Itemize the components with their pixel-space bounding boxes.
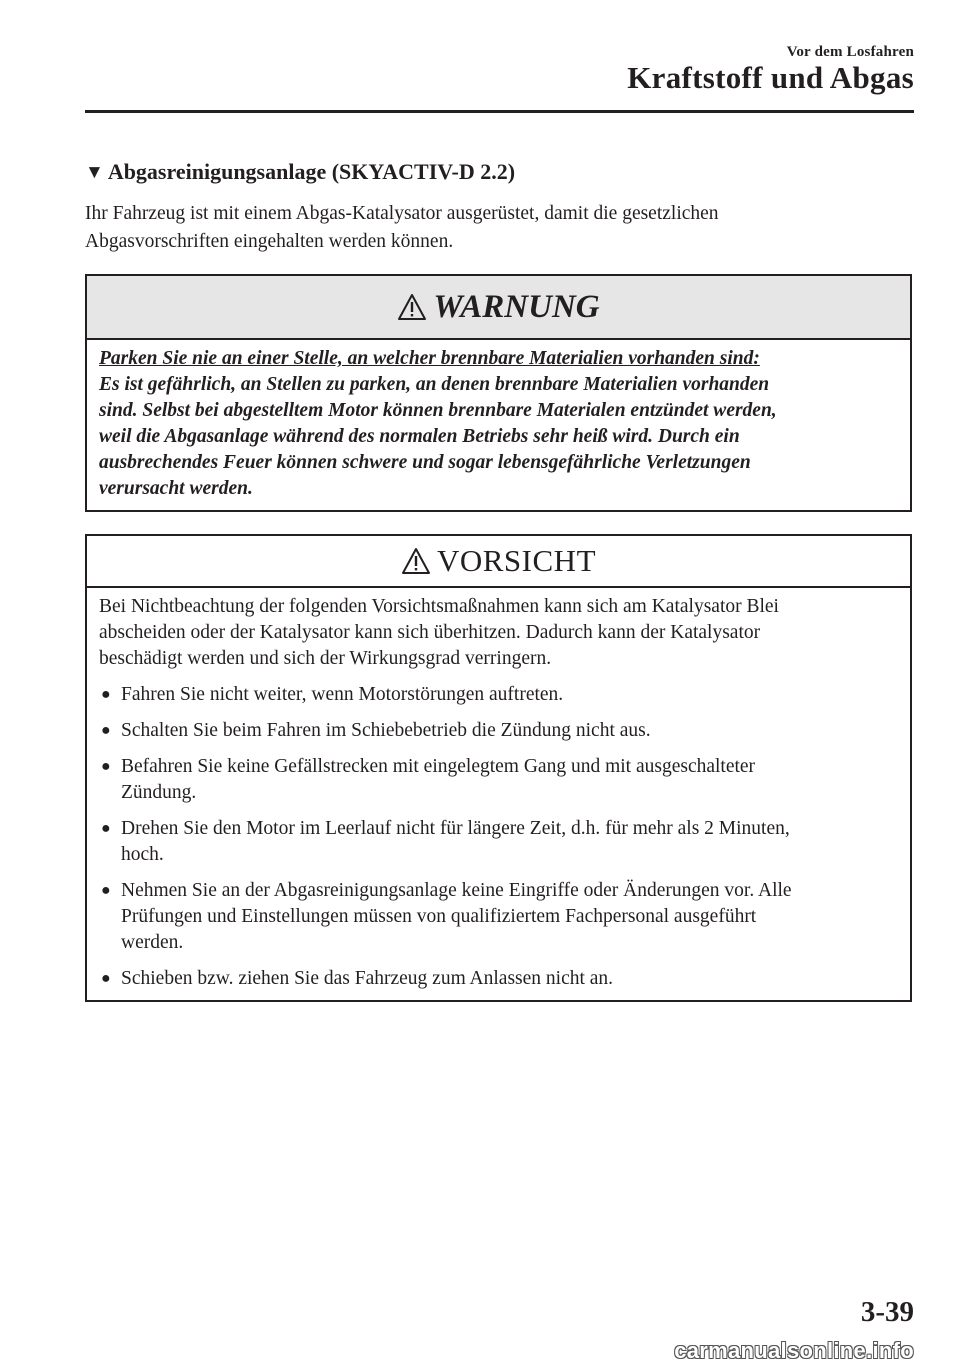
- bullet-icon: ●: [101, 686, 111, 703]
- list-item-line: Schieben bzw. ziehen Sie das Fahrzeug zum Anlassen nicht an.: [121, 968, 614, 989]
- list-item: [99, 816, 910, 868]
- warning-line: sind. Selbst bei abgestelltem Motor können brennbare Materialen entzündet werden,: [99, 400, 777, 421]
- warning-triangle-icon: [401, 547, 431, 575]
- bullet-icon: ●: [101, 820, 111, 837]
- caution-title: VORSICHT: [436, 543, 596, 578]
- caution-intro-line: beschädigt werden und sich der Wirkungsgrad verringern.: [99, 648, 552, 669]
- bullet-icon: ●: [101, 758, 111, 775]
- caution-box: [85, 534, 912, 1002]
- list-item-line: hoch.: [121, 844, 164, 865]
- list-item: [99, 718, 910, 744]
- warning-line: weil die Abgasanlage während des normalen Betriebs sehr heiß wird. Durch ein: [99, 426, 740, 447]
- caution-intro-line: abscheiden oder der Katalysator kann sich überhitzen. Dadurch kann der Katalysator: [99, 622, 761, 643]
- warning-header: [87, 276, 910, 340]
- section-heading-text: Abgasreinigungsanlage (SKYACTIV-D 2.2): [107, 159, 516, 184]
- warning-triangle-icon: [397, 293, 427, 321]
- intro-paragraph: [85, 200, 885, 256]
- header-chapter: Vor dem Losfahren: [786, 44, 914, 60]
- list-item: [99, 682, 910, 708]
- list-item-line: Drehen Sie den Motor im Leerlauf nicht für längere Zeit, d.h. für mehr als 2 Minuten,: [121, 818, 790, 839]
- caution-body: [87, 588, 910, 992]
- warning-line: Es ist gefährlich, an Stellen zu parken, an denen brennbare Materialien vorhanden: [99, 374, 770, 395]
- warning-lead: Parken Sie nie an einer Stelle, an welcher brennbare Materialien vorhanden sind:: [99, 348, 760, 369]
- list-item-line: Zündung.: [121, 782, 197, 803]
- intro-line: Abgasvorschriften eingehalten werden können.: [85, 231, 454, 252]
- list-item-line: Befahren Sie keine Gefällstrecken mit eingelegtem Gang und mit ausgeschalteter: [121, 756, 756, 777]
- warning-line: verursacht werden.: [99, 478, 253, 499]
- watermark: carmanualsonline.info: [674, 1338, 914, 1363]
- bullet-icon: ●: [101, 970, 111, 987]
- list-item: [99, 878, 910, 956]
- list-item-line: Schalten Sie beim Fahren im Schiebebetrieb die Zündung nicht aus.: [121, 720, 651, 741]
- bullet-icon: ●: [101, 882, 111, 899]
- caution-intro-line: Bei Nichtbeachtung der folgenden Vorsichtsmaßnahmen kann sich am Katalysator Blei: [99, 596, 779, 617]
- caution-header: [87, 536, 910, 588]
- list-item-line: werden.: [121, 932, 184, 953]
- caution-bullet-list: [99, 682, 910, 992]
- section-heading: [85, 159, 515, 185]
- list-item-line: Nehmen Sie an der Abgasreinigungsanlage keine Eingriffe oder Änderungen vor. Alle: [121, 880, 792, 901]
- page-number: 3-39: [860, 1296, 914, 1328]
- list-item-line: Prüfungen und Einstellungen müssen von qualifiziertem Fachpersonal ausgeführt: [121, 906, 757, 927]
- intro-line: Ihr Fahrzeug ist mit einem Abgas-Katalysator ausgerüstet, damit die gesetzlichen: [85, 203, 719, 224]
- warning-box: [85, 274, 912, 512]
- section-marker-icon: ▼: [85, 162, 104, 183]
- warning-line: ausbrechendes Feuer können schwere und sogar lebensgefährliche Verletzungen: [99, 452, 751, 473]
- warning-body: [87, 340, 910, 502]
- list-item: [99, 754, 910, 806]
- bullet-icon: ●: [101, 722, 111, 739]
- header-rule: [85, 110, 914, 113]
- warning-title: WARNUNG: [433, 288, 600, 325]
- caution-intro: [99, 594, 910, 672]
- header-title: Kraftstoff und Abgas: [627, 60, 914, 95]
- list-item: [99, 966, 910, 992]
- list-item-line: Fahren Sie nicht weiter, wenn Motorstörungen auftreten.: [121, 684, 564, 705]
